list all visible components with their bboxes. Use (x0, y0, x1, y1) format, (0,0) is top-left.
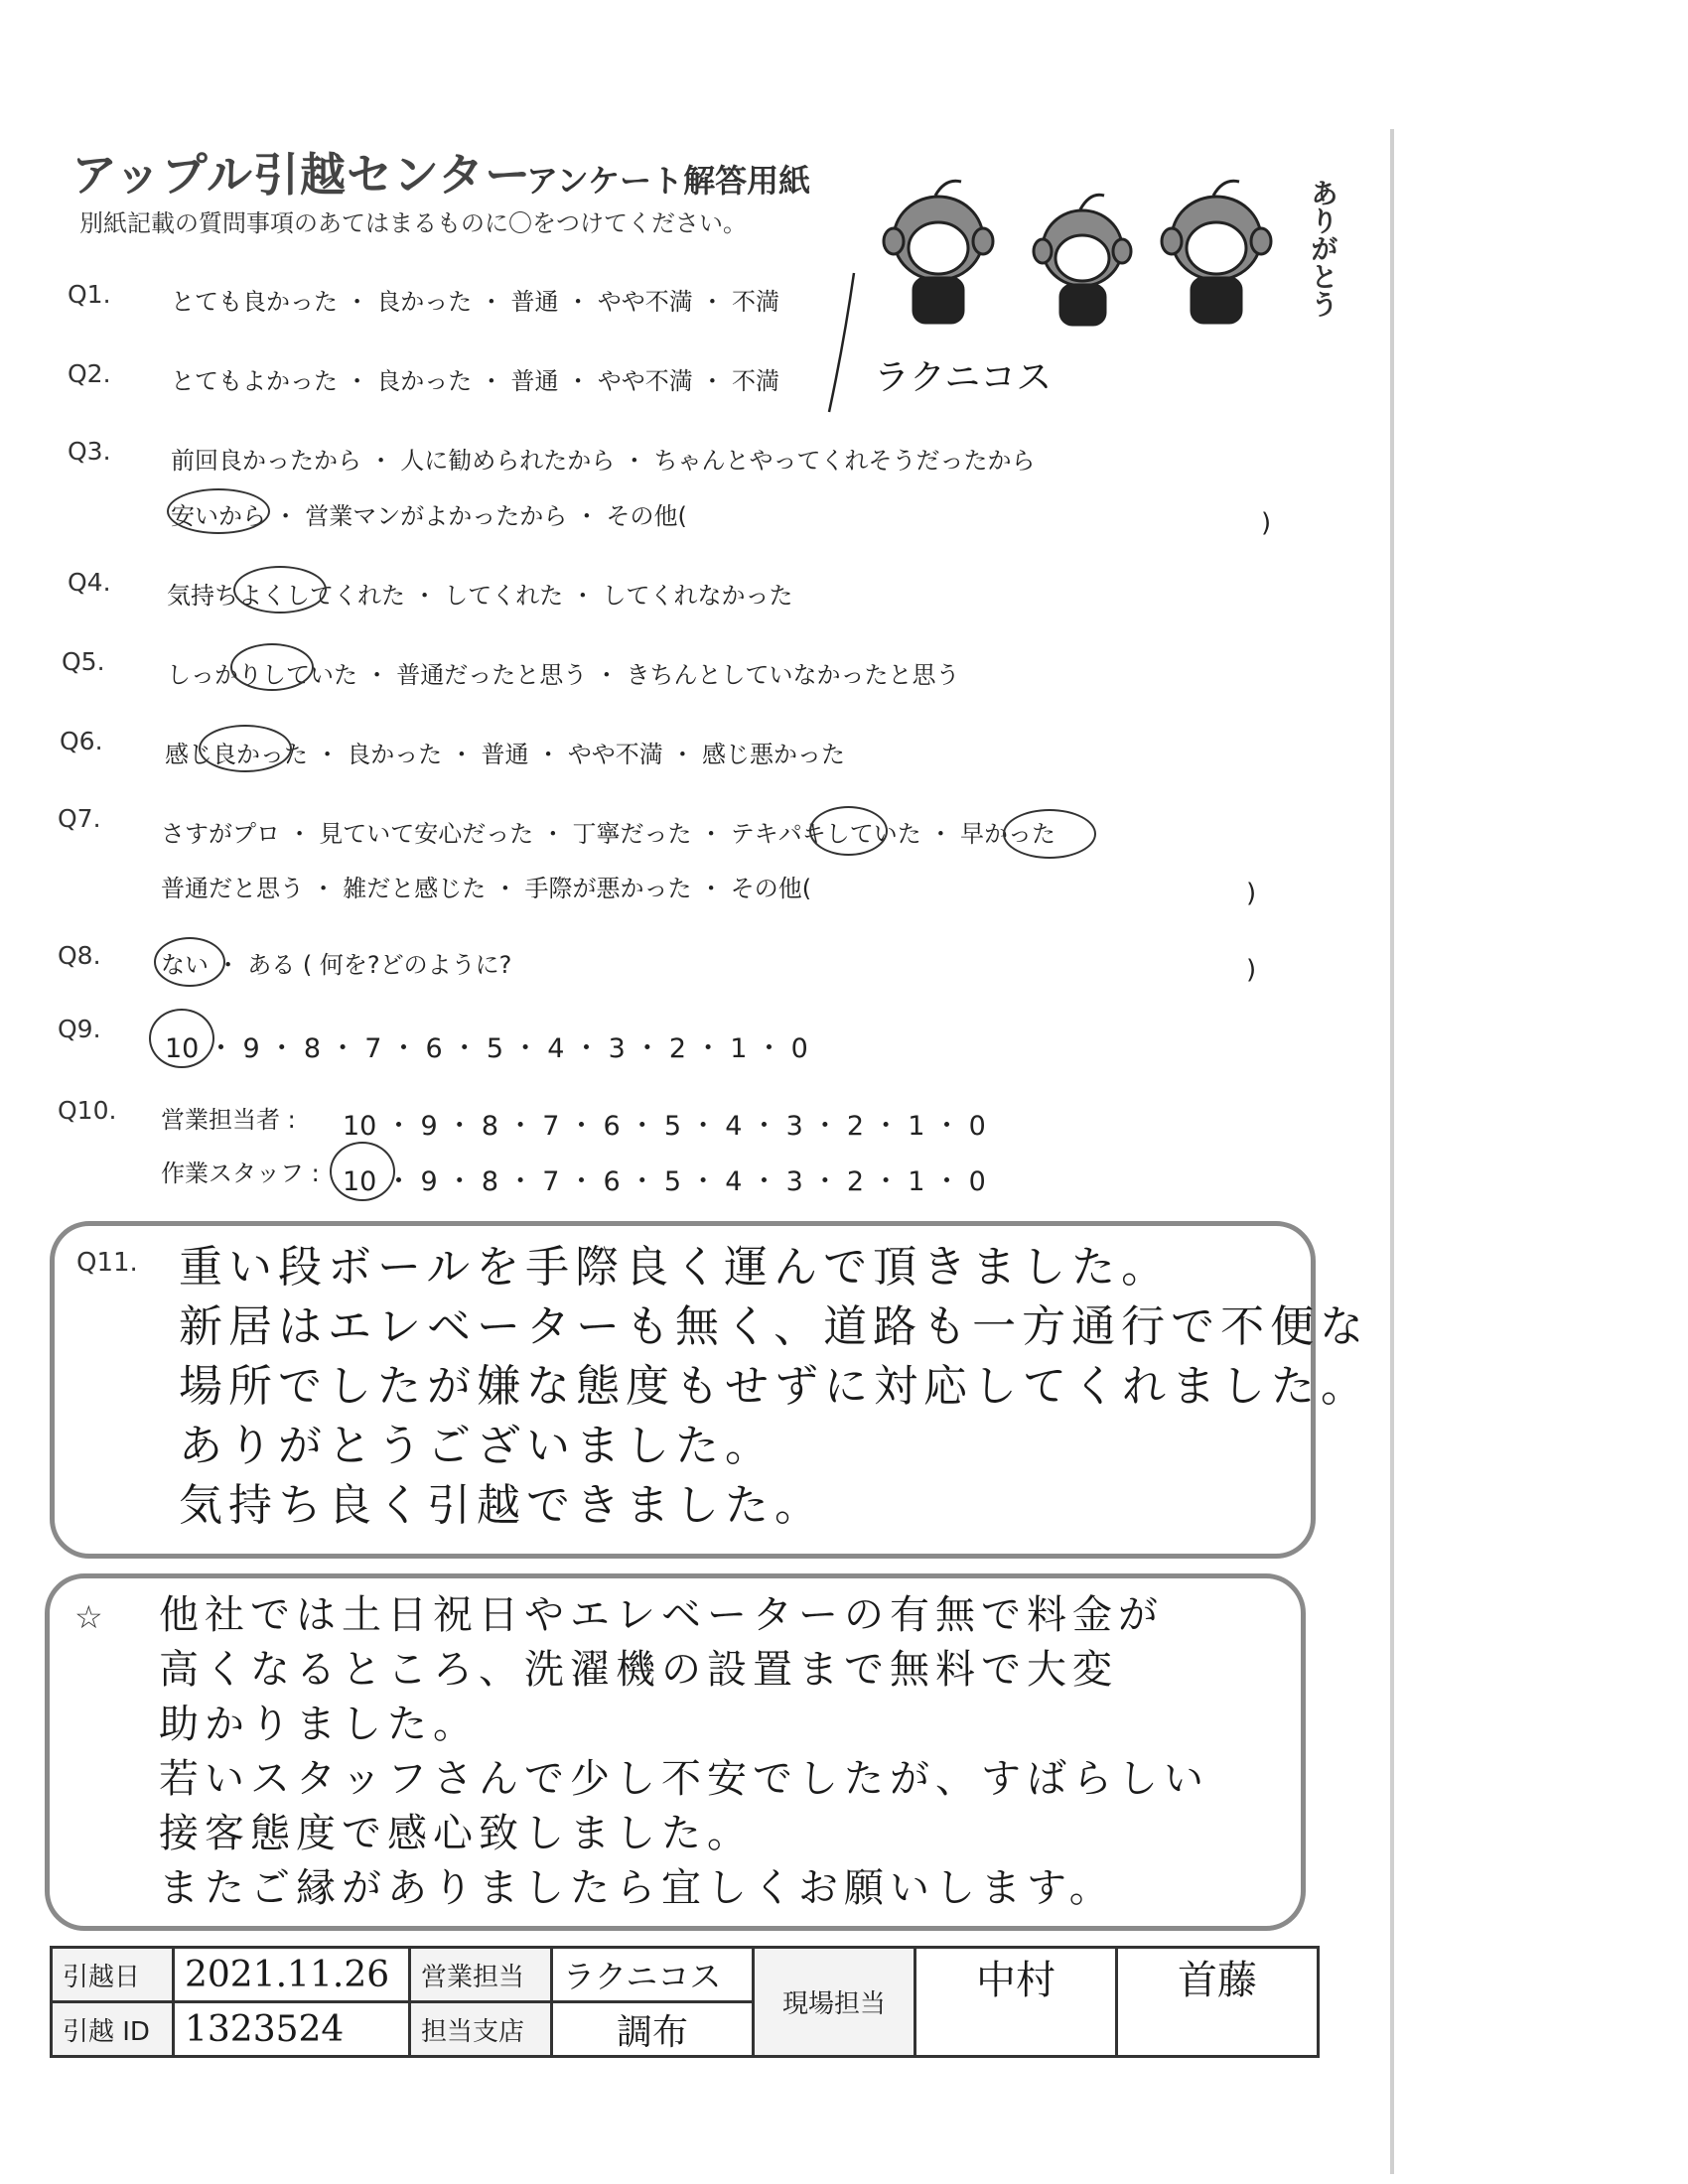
star-comment-line: 接客態度で感心致しました。 (159, 1811, 753, 1856)
q4-options: 気持ちよくしてくれた ・ してくれた ・ してくれなかった (167, 582, 793, 610)
monkey-mascot-icon (1162, 181, 1271, 323)
q10-sales-label: 営業担当者 : (161, 1106, 296, 1134)
q7-options-line1: さすがプロ ・ 見ていて安心だった ・ 丁寧だった ・ テキパキしていた ・ 早かった (161, 820, 1056, 848)
page-edge (1390, 129, 1394, 2174)
site-staff-1: 中村 (915, 1948, 1117, 2057)
q7-options-line2: 普通だと思う ・ 雑だと感じた ・ 手際が悪かった ・ その他( (161, 875, 812, 902)
q8-close-paren: ) (1246, 955, 1257, 985)
q6-options: 感じ良かった ・ 良かった ・ 普通 ・ やや不満 ・ 感じ悪かった (165, 741, 846, 768)
q6-label: Q6. (60, 727, 103, 755)
move-id-label: 引越 ID (52, 2002, 174, 2057)
monkey-mascots-illustration (874, 164, 1301, 338)
instruction-text: 別紙記載の質問事項のあてはまるものに〇をつけてください。 (79, 209, 747, 237)
q10-staff-label: 作業スタッフ : (161, 1160, 320, 1187)
brace-mark (824, 268, 864, 417)
answer-circle-mark (149, 1009, 214, 1068)
q3-options-line2: 安いから ・ 営業マンがよかったから ・ その他( (171, 502, 687, 530)
additional-comment-box (45, 1573, 1306, 1931)
q8-options: ない ・ ある ( 何を?どのように? (161, 951, 512, 979)
q3-close-paren: ) (1261, 508, 1272, 538)
answer-circle-mark (154, 937, 225, 987)
monkey-mascot-icon (884, 181, 993, 323)
move-date-label: 引越日 (52, 1948, 174, 2002)
branch-label: 担当支店 (410, 2002, 552, 2057)
monkey-mascot-icon (1034, 195, 1131, 325)
sales-label: 営業担当 (410, 1948, 552, 2002)
q9-scale: 10 ・ 9 ・ 8 ・ 7 ・ 6 ・ 5 ・ 4 ・ 3 ・ 2 ・ 1 ・ 0 (165, 1033, 808, 1064)
q11-comment-line: 気持ち良く引越できました。 (179, 1480, 824, 1531)
q3-label: Q3. (68, 437, 111, 466)
q9-label: Q9. (58, 1015, 101, 1043)
star-comment-line: またご縁がありましたら宜しくお願いします。 (159, 1865, 1115, 1911)
move-id-value: 1323524 (174, 2002, 410, 2057)
star-comment-line: 高くなるところ、洗濯機の設置まで無料で大変 (159, 1647, 1118, 1693)
q10-sales-scale: 10 ・ 9 ・ 8 ・ 7 ・ 6 ・ 5 ・ 4 ・ 3 ・ 2 ・ 1 ・ 0 (343, 1111, 986, 1142)
answer-circle-mark (233, 566, 327, 614)
answer-circle-mark (199, 725, 292, 772)
q7-close-paren: ) (1246, 879, 1257, 908)
answer-circle-mark (1003, 809, 1096, 859)
q3-options-line1: 前回良かったから ・ 人に勧められたから ・ ちゃんとやってくれそうだったから (171, 447, 1036, 475)
star-comment-line: 若いスタッフさんで少し不安でしたが、すばらしい (159, 1756, 1209, 1802)
q8-label: Q8. (58, 941, 101, 970)
star-comment-line: 他社では土日祝日やエレベーターの有無で料金が (159, 1592, 1164, 1638)
star-label: ☆ (74, 1598, 103, 1636)
site-staff-2: 首藤 (1117, 1948, 1319, 2057)
company-title: アップル引越センター (71, 148, 532, 202)
q5-label: Q5. (62, 647, 105, 676)
sales-value: ラクニコス (552, 1948, 754, 2002)
q5-options: しっかりしていた ・ 普通だったと思う ・ きちんとしていなかったと思う (167, 661, 960, 689)
answer-circle-mark (330, 1142, 395, 1201)
q1-q2-handwritten-note: ラクニコス (874, 357, 1053, 398)
move-date-value: 2021.11.26 (174, 1948, 410, 2002)
answer-circle-mark (167, 488, 270, 534)
q4-label: Q4. (68, 568, 111, 597)
q11-label: Q11. (76, 1248, 138, 1278)
q2-options: とてもよかった ・ 良かった ・ 普通 ・ やや不満 ・ 不満 (171, 367, 780, 395)
q11-comment-line: 場所でしたが嫌な態度もせずに対応してくれました。 (179, 1361, 1370, 1412)
q7-label: Q7. (58, 804, 101, 833)
answer-circle-mark (809, 806, 888, 856)
site-label: 現場担当 (754, 1948, 915, 2057)
answer-circle-mark (230, 643, 314, 691)
q11-comment-line: 新居はエレベーターも無く、道路も一方通行で不便な (179, 1301, 1370, 1352)
star-comment-line: 助かりました。 (159, 1702, 479, 1747)
move-info-table (50, 1946, 1320, 2058)
q10-staff-scale: 10 ・ 9 ・ 8 ・ 7 ・ 6 ・ 5 ・ 4 ・ 3 ・ 2 ・ 1 ・ 0 (343, 1166, 986, 1197)
q11-comment-box (50, 1221, 1370, 1559)
q11-comment-line: ありがとうございました。 (179, 1421, 774, 1471)
thanks-text: ありがとう (1307, 179, 1339, 318)
q11-comment-line: 重い段ボールを手際良く運んで頂きました。 (179, 1242, 1172, 1293)
form-subtitle: アンケート解答用紙 (526, 162, 811, 200)
q2-label: Q2. (68, 359, 111, 388)
q1-label: Q1. (68, 280, 111, 309)
q10-label: Q10. (58, 1096, 117, 1125)
branch-value: 調布 (552, 2002, 754, 2057)
q1-options: とても良かった ・ 良かった ・ 普通 ・ やや不満 ・ 不満 (171, 288, 780, 316)
